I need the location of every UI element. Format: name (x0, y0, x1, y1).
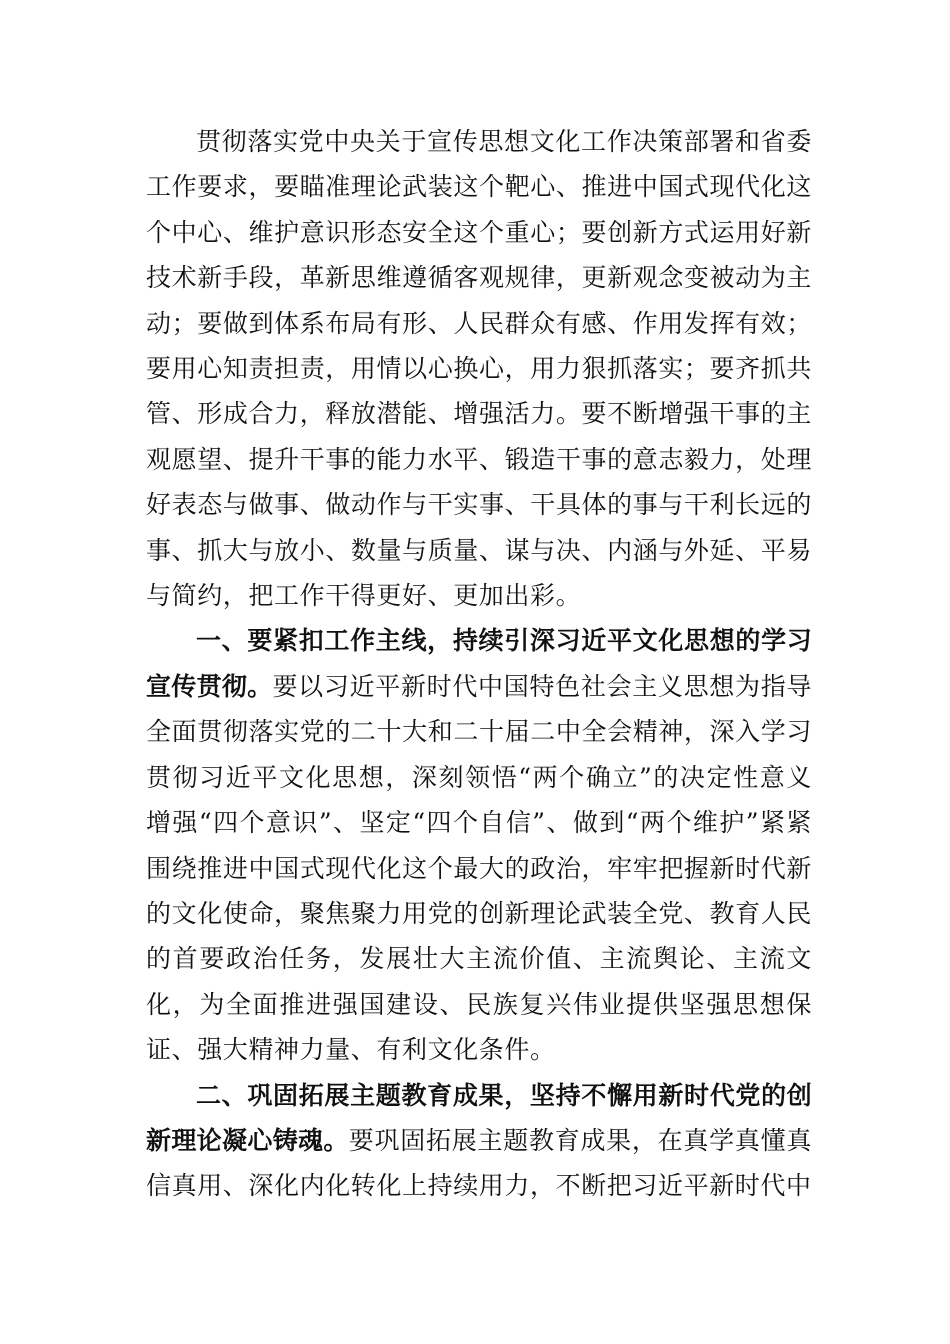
paragraph-text: 要巩固拓展主题教育成果，在真学真懂真信真用、深化内化转化上持续用力，不断把习近平新时代中 (146, 1125, 812, 1201)
section-heading: 二、巩固拓展主题教育成果，坚持不懈用新时代党的创新理论凝心铸魂。 (146, 1080, 812, 1155)
document-body (146, 119, 812, 1209)
paragraph-intro (146, 119, 812, 618)
section-heading: 一、要紧扣工作主线，持续引深习近平文化思想的学习宣传贯彻。 (146, 626, 812, 701)
paragraph-section-1 (146, 618, 812, 1072)
paragraph-text: 要以习近平新时代中国特色社会主义思想为指导全面贯彻落实党的二十大和二十届二中全会精神，深入学习贯彻习近平文化思想，深刻领悟“两个确立”的决定性意义增强“四个意识”、坚定“四个自信”、做到“两个维护”紧紧围绕推进中国式现代化这个最大的政治，牢牢把握新时代新的文化使命，聚焦聚力用党的创新理论武装全党、教育人民的首要政治任务，发展壮大主流价值、主流舆论、主流文化，为全面推进强国建设、民族复兴伟业提供坚强思想保证、强大精神力量、有利文化条件。 (146, 671, 812, 1065)
paragraph-section-2 (146, 1073, 812, 1209)
paragraph-text: 贯彻落实党中央关于宣传思想文化工作决策部署和省委工作要求，要瞄准理论武装这个靶心、推进中国式现代化这个中心、维护意识形态安全这个重心；要创新方式运用好新技术新手段，革新思维遵循客观规律，更新观念变被动为主动；要做到体系布局有形、人民群众有感、作用发挥有效；要用心知责担责，用情以心换心，用力狠抓落实；要齐抓共管、形成合力，释放潜能、增强活力。要不断增强干事的主观愿望、提升干事的能力水平、锻造干事的意志毅力，处理好表态与做事、做动作与干实事、干具体的事与干利长远的事、抓大与放小、数量与质量、谋与决、内涵与外延、平易与简约，把工作干得更好、更加出彩。 (146, 127, 812, 611)
